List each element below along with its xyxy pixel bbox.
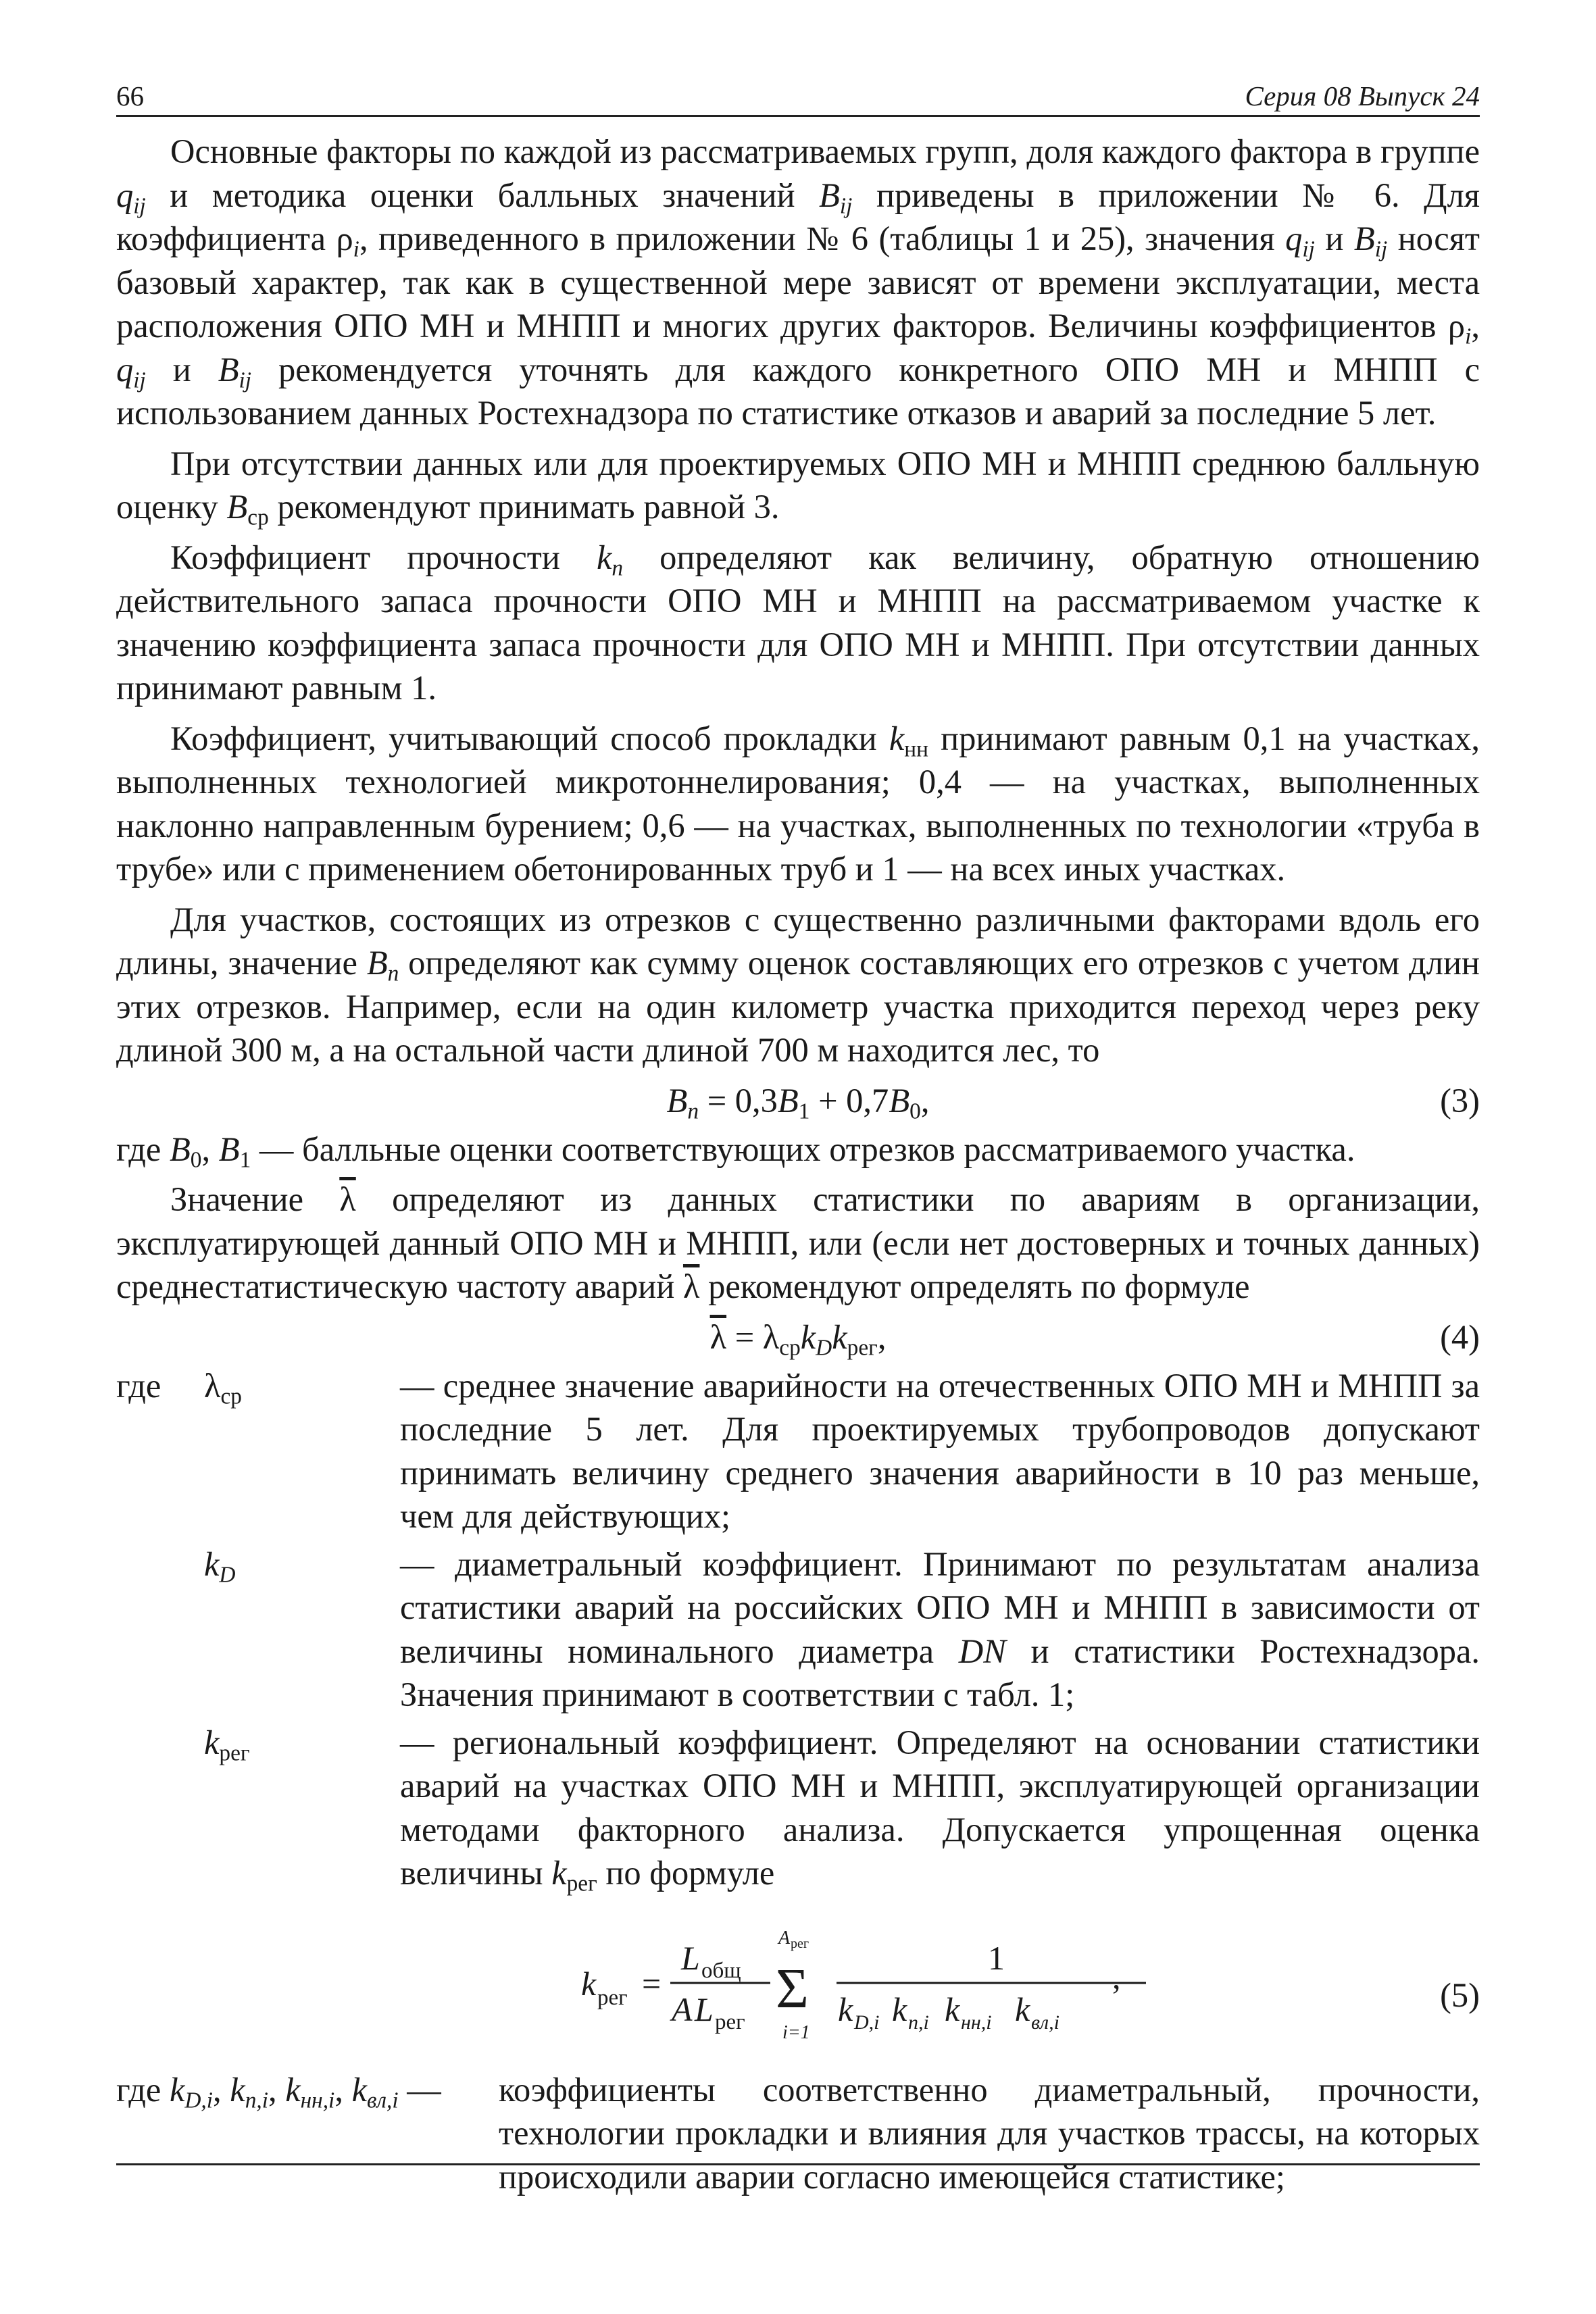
equation-4-number: (4) <box>1440 1317 1480 1356</box>
svg-text:k: k <box>838 1990 853 2028</box>
svg-text:,: , <box>1112 1957 1121 1996</box>
svg-text:общ: общ <box>701 1958 741 1983</box>
paragraph-laying-coefficient: Коэффициент, учитывающий способ прокладки $k_{нн}$ принимают равным 0,1 на участках, выполненных технологией микротоннелирования; 0,4 — на участках, выполненных наклонно направленным бурением; 0,6 — на участках, выполненных по технологии «труба в трубе» или с применением обетонированных труб и 1 — на всех иных участках. <box>116 719 1480 888</box>
svg-text:L: L <box>681 1938 700 1977</box>
equation-3 <box>116 1079 1480 1122</box>
svg-text:k: k <box>892 1990 907 2028</box>
svg-text:k: k <box>581 1964 597 2003</box>
svg-text:k: k <box>945 1990 960 2028</box>
svg-text:1: 1 <box>988 1938 1005 1977</box>
definition-k-regional: $k_{рег}$ — региональный коэффициент. Определяют на основании статистики аварий на участках ОПО МН и МНПП, эксплуатирующей организации методами факторного анализа. Допускается упрощенная оценка величины $k_{рег}$ по формуле <box>204 1723 1480 1896</box>
where-equation-3: где $B_0$, $B_1$ — балльные оценки соответствующих отрезков рассматриваемого участка. <box>116 1130 1355 1172</box>
equation-4-body: $\overline{\lambda} = \lambda_{ср}k_Dk_{рег}$, <box>709 1317 887 1360</box>
equation-4 <box>116 1315 1480 1359</box>
equation-3-body: $B_n = 0,3B_1 + 0,7B_0$, <box>666 1081 930 1124</box>
paragraph-segments: Для участков, состоящих из отрезков с существенно различными факторами вдоль его длины, значение $B_n$ определяют как сумму оценок составляющих его отрезков с учетом длин этих отрезков. Например, если на один километр участка приходится переход через реку длиной 300 м, а на остальной части длиной 700 м находится лес, то <box>116 900 1480 1069</box>
svg-text:A: A <box>672 1990 693 2028</box>
document-body <box>116 130 1480 2198</box>
paragraph-strength-coefficient: Коэффициент прочности $k_n$ определяют как величину, обратную отношению действительного запаса прочности ОПО МН и МНПП на рассматриваемом участке к значению коэффициента запаса прочности для ОПО МН и МНПП. При отсутствии данных принимают равным 1. <box>116 538 1480 707</box>
paragraph-factors: Основные факторы по каждой из рассматриваемых групп, доля каждого фактора в группе $q_{ij}$ и методика оценки балльных значений $B_{ij}$ приведены в приложении № 6. Для коэффициента $\rho_i$, приведенного в приложении № 6 (таблицы 1 и 25), значения $q_{ij}$ и $B_{ij}$ носят базовый характер, так как в существенной мере зависят от времени эксплуатации, места расположения ОПО МН и МНПП и многих других факторов. Величины коэффициентов $\rho_i$, $q_{ij}$ и $B_{ij}$ рекомендуется уточнять для каждого конкретного ОПО МН и МНПП с использованием данных Ростехнадзора по статистике отказов и аварий за последние 5 лет. <box>116 132 1480 432</box>
equation-5 <box>116 1899 1480 2068</box>
where-equation-5: где $k_{D,i}$, $k_{п,i}$, $k_{нн,i}$, $k_{вл,i}$ — коэффициенты соответственно диаметральный, прочности, технологии прокладки и влияния для участков трассы, на которых происходили аварии согласно имеющейся статистике; <box>116 2070 1480 2196</box>
header-rule <box>116 115 1480 117</box>
equation-3-number: (3) <box>1440 1081 1480 1120</box>
equation-5-formula <box>116 1899 1480 2068</box>
paragraph-lambda: Значение $\overline{\lambda}$ определяют из данных статистики по авариям в организации, эксплуатирующей данный ОПО МН и МНПП, или (если нет достоверных и точных данных) среднестатистическую частоту аварий $\overline{\lambda}$ рекомендуют определять по формуле <box>116 1180 1480 1305</box>
svg-text:A: A <box>778 1927 791 1948</box>
series-title: Серия 08 Выпуск 24 <box>1245 80 1480 111</box>
svg-text:i=1: i=1 <box>782 2021 810 2043</box>
svg-text:рег: рег <box>597 1985 628 2010</box>
svg-text:Σ: Σ <box>776 1957 809 2020</box>
definition-k-diameter: $k_D$ — диаметральный коэффициент. Принимают по результатам анализа статистики аварий на российских ОПО МН и МНПП в зависимости от величины номинального диаметра DN и статистики Ростехнадзора. Значения принимают в соответствии с табл. 1; <box>204 1544 1480 1713</box>
svg-text:D,i: D,i <box>854 2011 880 2034</box>
equation-5-number: (5) <box>1440 1976 1480 2014</box>
svg-text:рег: рег <box>791 1936 809 1951</box>
svg-text:нн,i: нн,i <box>961 2011 992 2034</box>
svg-text:рег: рег <box>715 2009 745 2034</box>
svg-text:вл,i: вл,i <box>1031 2011 1059 2034</box>
svg-text:п,i: п,i <box>908 2011 929 2034</box>
paragraph-average-score: При отсутствии данных или для проектируемых ОПО МН и МНПП среднюю балльную оценку $B_{ср}$ рекомендуют принимать равной 3. <box>116 444 1480 530</box>
definition-lambda-avg: где $\lambda_{ср}$ — среднее значение аварийности на отечественных ОПО МН и МНПП за последние 5 лет. Для проектируемых трубопроводов допускают принимать величину среднего значения аварийности в 10 раз меньше, чем для действующих; <box>116 1366 1480 1535</box>
footer-rule <box>116 2163 1480 2165</box>
svg-text:k: k <box>1015 1990 1030 2028</box>
page-number: 66 <box>116 80 144 111</box>
page-header <box>116 76 1480 118</box>
svg-text:L: L <box>695 1990 714 2028</box>
svg-text:=: = <box>642 1964 662 2003</box>
